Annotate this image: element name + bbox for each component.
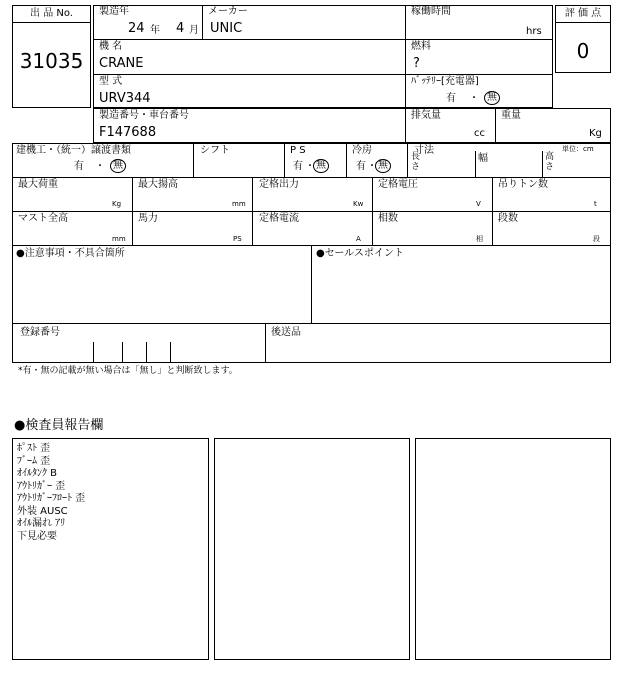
displacement-unit: cc bbox=[474, 128, 485, 139]
battery-no bbox=[484, 91, 500, 105]
max-load-label: 最大荷重 bbox=[18, 179, 58, 190]
cooling-label: 冷房 bbox=[352, 145, 372, 156]
ps-label: P S bbox=[290, 145, 306, 156]
report-line: ﾌﾞｰﾑ 歪 bbox=[17, 455, 51, 467]
lift-ton-label: 吊りトン数 bbox=[498, 179, 548, 190]
battery-label: ﾊﾞｯﾃﾘｰ[充電器] bbox=[411, 76, 479, 87]
hours-label: 稼働時間 bbox=[411, 6, 451, 17]
type-value: URV344 bbox=[99, 91, 151, 106]
stages-unit: 段 bbox=[593, 235, 600, 243]
fuel-label: 燃料 bbox=[411, 41, 431, 52]
dimensions-label: 寸法 bbox=[414, 145, 434, 156]
max-lift-unit: mm bbox=[232, 200, 246, 208]
month-value: 4 bbox=[176, 21, 185, 36]
inspector-report-lines bbox=[17, 443, 85, 543]
shipping-label: 後送品 bbox=[271, 327, 301, 338]
report-line: ﾎﾟｽﾄ 歪 bbox=[17, 443, 51, 454]
cert-label: 建機工・（統一）譲渡書類 bbox=[16, 145, 131, 156]
max-load-unit: Kg bbox=[112, 200, 122, 208]
rated-output-label: 定格出力 bbox=[259, 179, 299, 190]
registration-label: 登録番号 bbox=[20, 327, 60, 338]
model-name-value: CRANE bbox=[99, 56, 144, 71]
cooling-yes: 有 bbox=[356, 161, 366, 172]
cert-no-circled: 無 bbox=[110, 159, 126, 173]
model-name-label: 機 名 bbox=[99, 41, 123, 52]
phase-unit: 相 bbox=[476, 235, 483, 243]
rated-current-unit: A bbox=[356, 235, 361, 243]
phase-label: 相数 bbox=[378, 213, 398, 224]
item-no: 31035 bbox=[19, 49, 84, 73]
rated-current-label: 定格電流 bbox=[259, 213, 299, 224]
rated-output-unit: Kw bbox=[353, 200, 364, 208]
rated-voltage-unit: V bbox=[476, 200, 481, 208]
report-line: 外装 AUSC bbox=[17, 505, 68, 517]
weight-label: 重量 bbox=[501, 110, 521, 121]
item-no-label: 出 品 No. bbox=[30, 8, 73, 19]
ps-separator: ・ bbox=[305, 161, 315, 172]
year-value: 24 bbox=[128, 21, 145, 36]
battery-no-circled: 無 bbox=[484, 91, 500, 105]
hours-unit: hrs bbox=[526, 26, 542, 37]
notes-label: ●注意事項・不具合箇所 bbox=[16, 248, 125, 259]
lift-ton-unit: t bbox=[594, 200, 597, 208]
report-line: 下見必要 bbox=[17, 530, 57, 542]
cooling-separator: ・ bbox=[367, 161, 377, 172]
cooling-no-circled: 無 bbox=[375, 159, 391, 173]
weight-unit: Kg bbox=[589, 128, 602, 139]
ps-no-circled: 無 bbox=[313, 159, 329, 173]
battery-yes: 有 bbox=[446, 93, 456, 104]
year-label: 製造年 bbox=[99, 6, 129, 17]
mast-height-unit: mm bbox=[112, 235, 126, 243]
horsepower-unit: PS bbox=[233, 235, 242, 243]
rating-label: 評 価 点 bbox=[564, 8, 602, 19]
length-label: 長 さ bbox=[411, 152, 421, 172]
ps-yes: 有 bbox=[293, 161, 303, 172]
maker-label: メーカー bbox=[208, 6, 248, 17]
ps-no bbox=[313, 159, 329, 173]
cooling-no bbox=[375, 159, 391, 173]
report-line: ｱｳﾄﾘｶﾞｰ 歪 bbox=[17, 480, 66, 492]
inspector-panel-2 bbox=[214, 438, 410, 660]
mast-height-label: マスト全高 bbox=[18, 213, 68, 224]
serial-label: 製造番号・車台番号 bbox=[99, 110, 189, 121]
sales-label: ●セールスポイント bbox=[316, 248, 404, 259]
displacement-label: 排気量 bbox=[411, 110, 441, 121]
dimensions-unit-label: 単位：cm bbox=[562, 145, 594, 153]
cert-no bbox=[110, 159, 126, 173]
battery-separator: ・ bbox=[469, 93, 479, 104]
rating-value: 0 bbox=[576, 39, 590, 63]
horsepower-label: 馬力 bbox=[138, 213, 158, 224]
type-label: 型 式 bbox=[99, 76, 123, 87]
max-lift-label: 最大揚高 bbox=[138, 179, 178, 190]
maker-value: UNIC bbox=[210, 21, 243, 36]
cert-separator: ・ bbox=[95, 161, 105, 172]
inspector-title: ●検査員報告欄 bbox=[14, 418, 104, 433]
shift-label: シフト bbox=[200, 145, 230, 156]
footnote: *有・無の記載が無い場合は「無し」と判断致します。 bbox=[18, 366, 238, 376]
inspector-panel-3 bbox=[415, 438, 611, 660]
cert-yes: 有 bbox=[74, 161, 84, 172]
month-unit: 月 bbox=[189, 25, 199, 36]
report-line: ｵｲﾙﾀﾝｸ B bbox=[17, 468, 58, 479]
stages-label: 段数 bbox=[498, 213, 518, 224]
year-unit: 年 bbox=[150, 25, 160, 36]
width-label: 幅 bbox=[478, 153, 488, 164]
report-line: ｱｳﾄﾘｶﾞｰﾌﾛｰﾄ 歪 bbox=[17, 493, 86, 504]
height-label: 高 さ bbox=[545, 152, 555, 172]
serial-value: F147688 bbox=[99, 125, 157, 140]
fuel-value: ? bbox=[413, 56, 420, 71]
report-line: ｵｲﾙ漏れ ｱﾘ bbox=[17, 518, 66, 529]
rated-voltage-label: 定格電圧 bbox=[378, 179, 418, 190]
